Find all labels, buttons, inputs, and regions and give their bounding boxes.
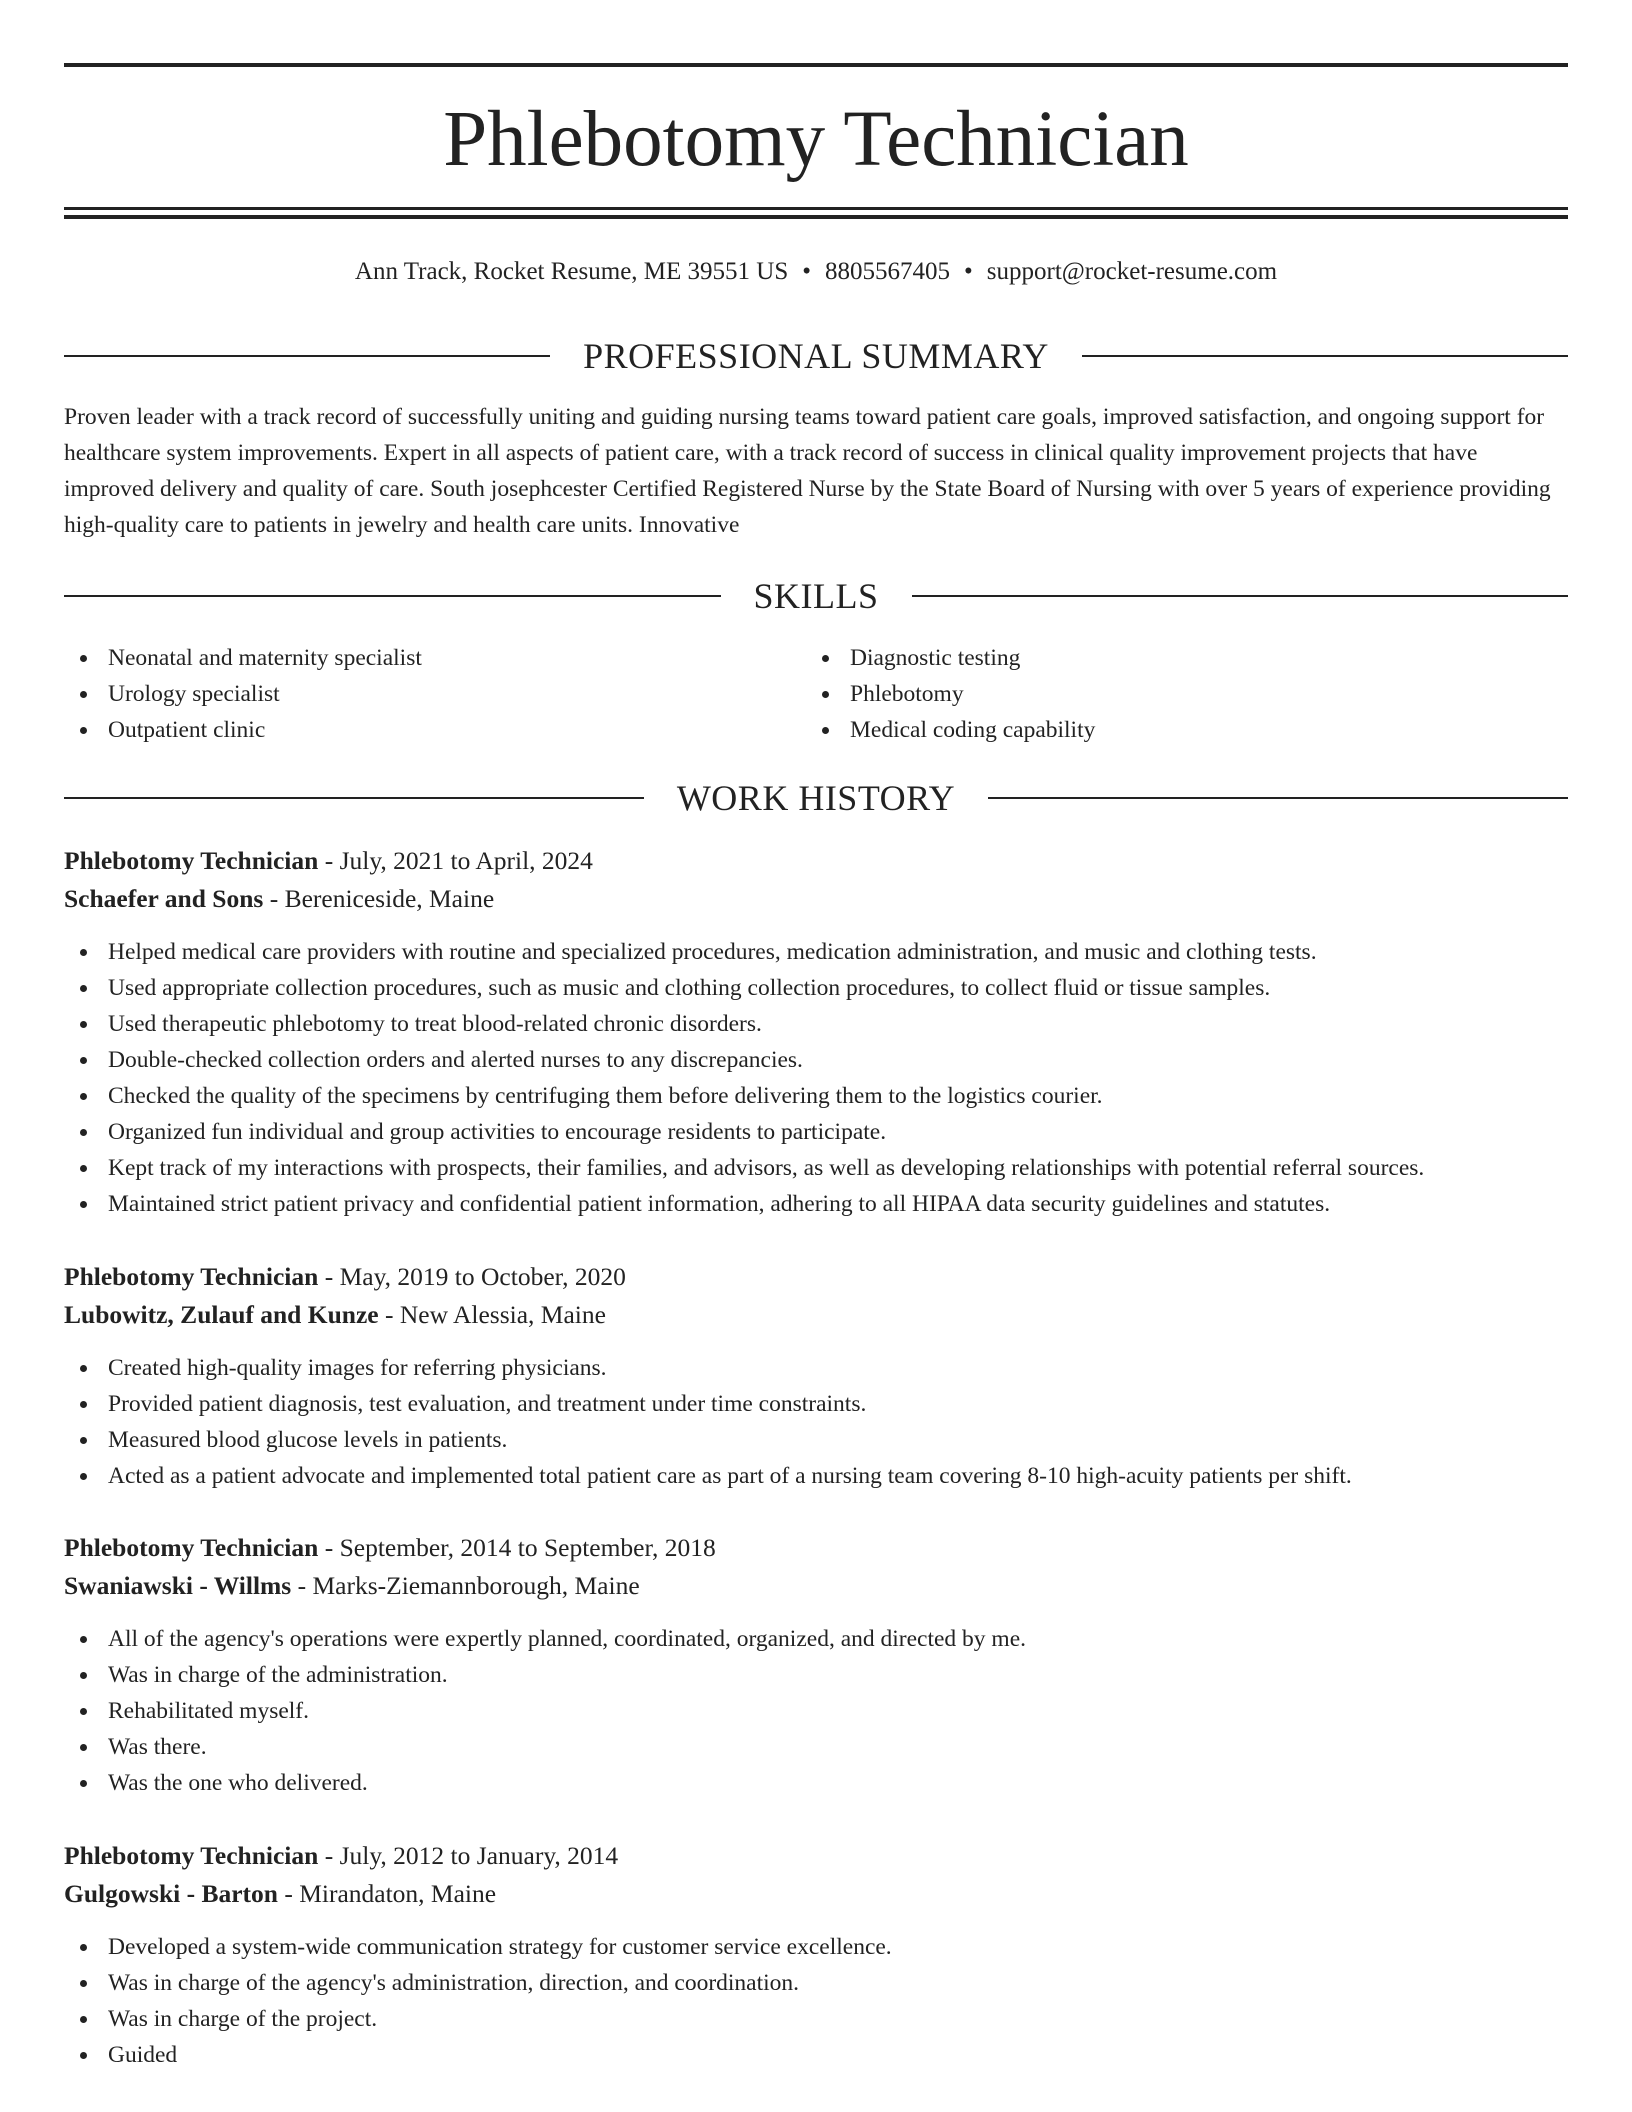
job-title: Phlebotomy Technician [64,1533,319,1562]
job-company: Swaniawski - Willms [64,1571,292,1600]
skills-right-column [806,640,1546,748]
skills-left-list [64,640,804,748]
job-company: Schaefer and Sons [64,884,264,913]
job-duty-item: Was in charge of the administration. [64,1657,1568,1693]
contact-phone: 8805567405 [825,258,951,285]
summary-section-heading [64,334,1568,378]
job-title-line [64,1837,1568,1875]
job-title-line [64,842,1568,880]
heading-rule-left [64,595,721,597]
job-duty-item: Was the one who delivered. [64,1765,1568,1801]
company-dash: - [277,1879,300,1908]
skill-item: Diagnostic testing [806,640,1546,676]
heading-rule-left [64,355,550,357]
skill-item: Neonatal and maternity specialist [64,640,804,676]
job-location: New Alessia, Maine [399,1300,606,1329]
job-company-line [64,1296,1568,1334]
job-dates: May, 2019 to October, 2020 [339,1262,626,1291]
job-duties-list [64,1350,1568,1494]
contact-email[interactable]: support@rocket-resume.com [986,258,1278,285]
heading-rule-right [912,595,1569,597]
job-company: Lubowitz, Zulauf and Kunze [64,1300,379,1329]
heading-rule-right [988,797,1568,799]
skill-item: Outpatient clinic [64,712,804,748]
job-dates: September, 2014 to September, 2018 [339,1533,716,1562]
job-title: Phlebotomy Technician [64,1841,319,1870]
skills-left-column [64,640,804,748]
job-duty-item: Rehabilitated myself. [64,1693,1568,1729]
skill-item: Phlebotomy [806,676,1546,712]
job-dates: July, 2012 to January, 2014 [339,1841,619,1870]
job-duty-item: Measured blood glucose levels in patients. [64,1422,1568,1458]
skills-section-heading [64,574,1568,618]
job-location: Bereniceside, Maine [284,884,495,913]
resume-title: Phlebotomy Technician [443,96,1189,183]
contact-separator: • [802,258,812,285]
summary-heading: PROFESSIONAL SUMMARY [583,336,1049,376]
work-heading: WORK HISTORY [676,778,956,818]
job-entry [64,1258,1568,1494]
job-duties-list [64,934,1568,1222]
title-dash: - [318,1262,340,1291]
job-title: Phlebotomy Technician [64,1262,319,1291]
job-title-line [64,1258,1568,1296]
job-duty-item: Used therapeutic phlebotomy to treat blood-related chronic disorders. [64,1006,1568,1042]
title-dash: - [318,846,340,875]
contact-line [64,255,1568,289]
title-dash: - [318,1533,340,1562]
job-location: Mirandaton, Maine [299,1879,497,1908]
job-entry [64,1529,1568,1801]
job-duties-list [64,1929,1568,2073]
job-duties-list [64,1621,1568,1801]
job-company-line [64,1875,1568,1913]
skills-right-list [806,640,1546,748]
company-dash: - [263,884,285,913]
job-entry [64,1837,1568,2073]
work-section-heading [64,776,1568,820]
job-duty-item: Checked the quality of the specimens by centrifuging them before delivering them to the logistics courier. [64,1078,1568,1114]
job-company-line [64,1567,1568,1605]
job-duty-item: All of the agency's operations were expertly planned, coordinated, organized, and directed by me. [64,1621,1568,1657]
header-top-rule [64,63,1568,67]
job-duty-item: Was in charge of the project. [64,2001,1568,2037]
contact-separator: • [964,258,973,285]
summary-text: Proven leader with a track record of successfully uniting and guiding nursing teams toward patient care goals, improved satisfaction, and ongoing support for healthcare system improvements. Expert in all aspects of patient care, with a track record of success in clinical quality improvement projects that have improved delivery and quality of care. South josephcester Certified Registered Nurse by the State Board of Nursing with over 5 years of experience providing high-quality care to patients in jewelry and health care units. Innovative [64,404,1551,538]
job-title: Phlebotomy Technician [64,846,319,875]
company-dash: - [291,1571,313,1600]
job-duty-item: Helped medical care providers with routine and specialized procedures, medication administration, and music and clothing tests. [64,934,1568,970]
heading-rule-right [1082,355,1568,357]
job-entry [64,842,1568,1222]
contact-address: Ann Track, Rocket Resume, ME 39551 US [354,258,789,285]
job-company-line [64,880,1568,918]
job-dates: July, 2021 to April, 2024 [339,846,593,875]
job-duty-item: Was there. [64,1729,1568,1765]
header-double-rule-upper [64,207,1568,210]
heading-rule-left [64,797,644,799]
job-duty-item: Was in charge of the agency's administration, direction, and coordination. [64,1965,1568,2001]
company-dash: - [378,1300,400,1329]
job-duty-item: Maintained strict patient privacy and confidential patient information, adhering to all HIPAA data security guidelines and statutes. [64,1186,1568,1222]
job-company: Gulgowski - Barton [64,1879,278,1908]
job-location: Marks-Ziemannborough, Maine [312,1571,640,1600]
job-duty-item: Developed a system-wide communication strategy for customer service excellence. [64,1929,1568,1965]
skill-item: Medical coding capability [806,712,1546,748]
job-duty-item: Used appropriate collection procedures, such as music and clothing collection procedures, to collect fluid or tissue samples. [64,970,1568,1006]
job-duty-item: Provided patient diagnosis, test evaluation, and treatment under time constraints. [64,1386,1568,1422]
skills-heading: SKILLS [753,576,879,616]
job-duty-item: Double-checked collection orders and alerted nurses to any discrepancies. [64,1042,1568,1078]
header-double-rule-lower [64,215,1568,219]
job-duty-item: Kept track of my interactions with prospects, their families, and advisors, as well as developing relationships with potential referral sources. [64,1150,1568,1186]
title-dash: - [318,1841,340,1870]
job-duty-item: Created high-quality images for referring physicians. [64,1350,1568,1386]
job-duty-item: Organized fun individual and group activities to encourage residents to participate. [64,1114,1568,1150]
skill-item: Urology specialist [64,676,804,712]
job-duty-item: Guided [64,2037,1568,2073]
job-duty-item: Acted as a patient advocate and implemented total patient care as part of a nursing team covering 8-10 high-acuity patients per shift. [64,1458,1568,1494]
job-title-line [64,1529,1568,1567]
